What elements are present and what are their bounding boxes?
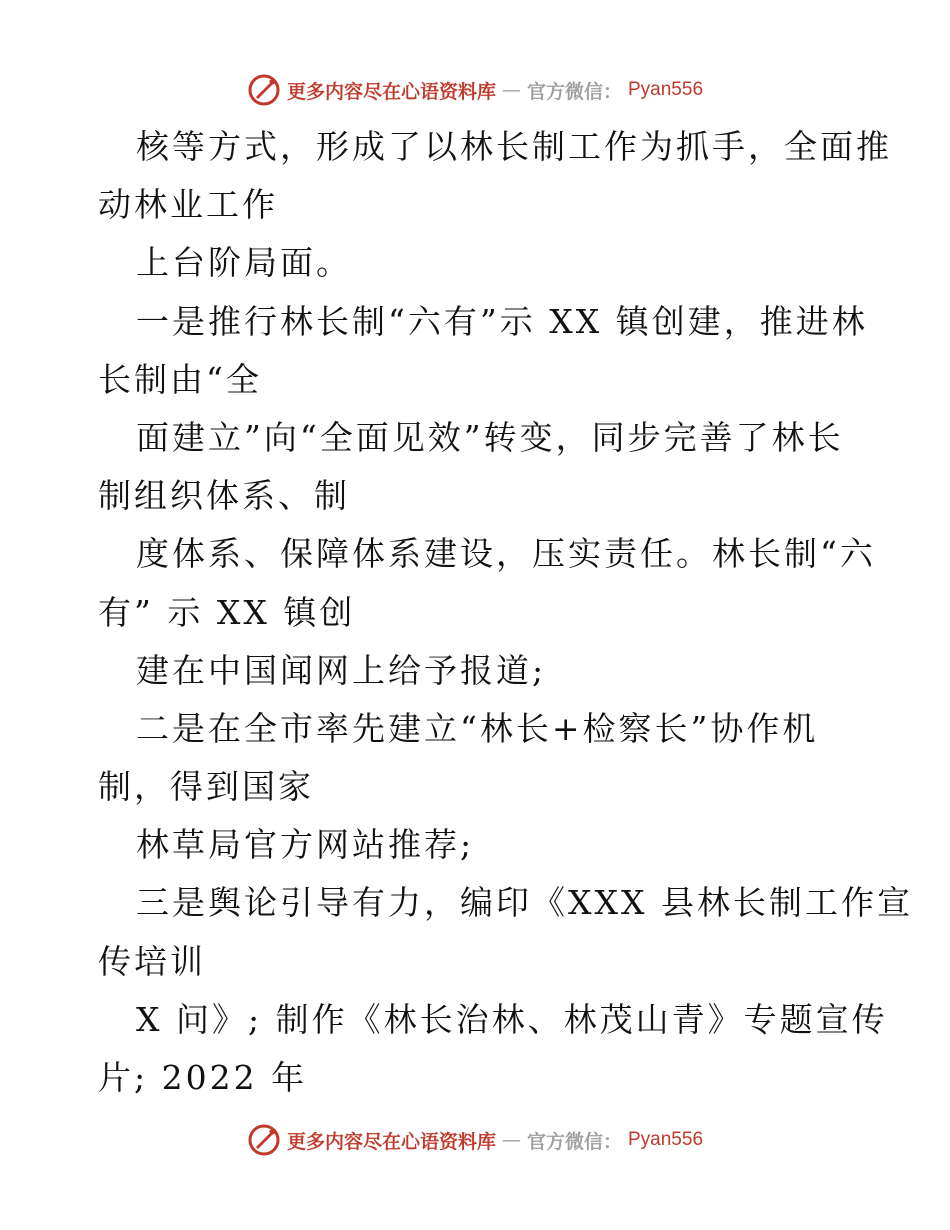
watermark-wechat-id: Pyan556 [628, 1129, 704, 1150]
text-line: 有” 示 XX 镇创 [98, 592, 356, 632]
quill-logo-icon [247, 73, 281, 107]
text-line: 上台阶局面。 [136, 243, 352, 283]
document-body [98, 118, 913, 1107]
text-line: 一是推行林长制“六有”示 XX 镇创建，推进林 [136, 301, 868, 341]
text-line: 动林业工作 [98, 185, 278, 225]
text-line: 传培训 [98, 941, 206, 981]
text-line: 制组织体系、制 [98, 476, 350, 516]
watermark-wechat-label: 官方微信： [526, 80, 622, 103]
text-line: 面建立”向“全面见效”转变，同步完善了林长 [136, 417, 844, 457]
watermark-text: 更多内容尽在心语资料库 [286, 80, 496, 103]
text-line: 二是在全市率先建立“林长+检察长”协作机 [136, 708, 819, 748]
text-line: 长制由“全 [98, 359, 262, 399]
text-line: 核等方式，形成了以林长制工作为抓手，全面推 [136, 127, 892, 166]
text-line: 林草局官方网站推荐; [136, 825, 475, 865]
watermark-wechat-id: Pyan556 [628, 79, 704, 100]
text-line: 度体系、保障体系建设，压实责任。林长制“六 [136, 534, 876, 574]
text-line: 三是舆论引导有力，编印《XXX 县林长制工作宣 [136, 883, 913, 923]
text-line: X 问》; 制作《林长治林、林茂山青》专题宣传 [136, 999, 888, 1039]
watermark-separator: — [501, 79, 521, 101]
watermark-separator: — [501, 1129, 521, 1151]
watermark-text: 更多内容尽在心语资料库 [286, 1130, 496, 1153]
text-line: 制，得到国家 [98, 767, 314, 807]
text-line: 片; 2022 年 [98, 1058, 308, 1097]
watermark-wechat-label: 官方微信： [526, 1130, 622, 1153]
text-line: 建在中国闻网上给予报道; [136, 650, 547, 690]
footer-watermark [0, 1120, 950, 1160]
quill-logo-icon [247, 1123, 281, 1157]
header-watermark [0, 70, 950, 110]
